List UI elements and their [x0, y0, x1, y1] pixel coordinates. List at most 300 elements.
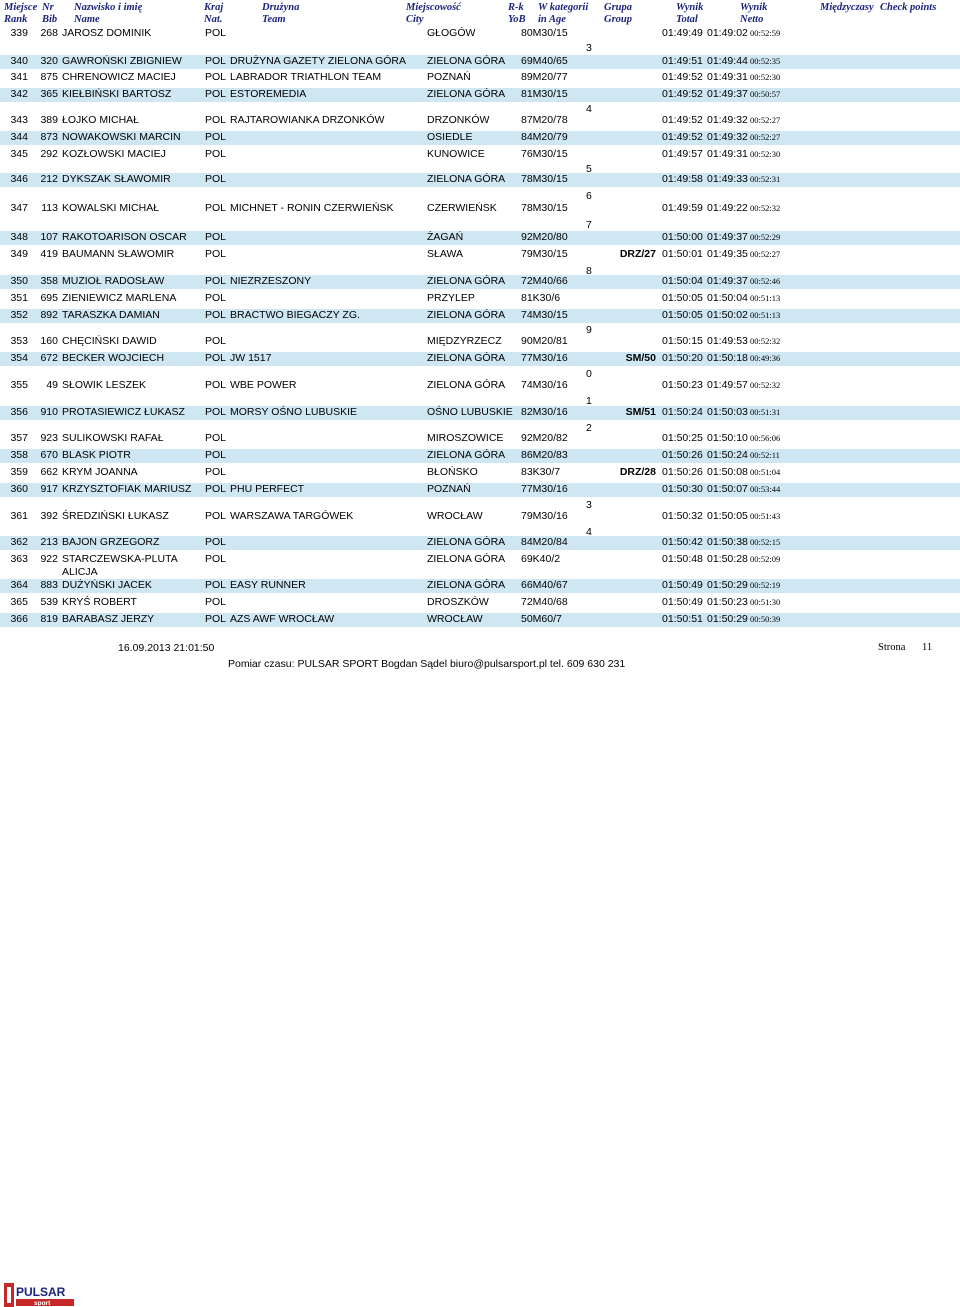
city-cell: MIROSZOWICE — [427, 432, 504, 444]
rank-cell: 366 — [10, 613, 28, 625]
rank-cell: 342 — [10, 88, 28, 100]
total-time-cell: 01:49:49 — [662, 27, 703, 39]
rank-cell: 348 — [10, 231, 28, 243]
nat-cell: POL — [205, 352, 227, 364]
bib-cell: 392 — [40, 510, 58, 522]
bib-cell: 160 — [40, 335, 58, 347]
nat-cell: POL — [205, 483, 227, 495]
stray-digit: 3 — [586, 42, 592, 54]
bib-cell: 365 — [40, 88, 58, 100]
netto-time-cell: 01:49:33 — [707, 173, 748, 185]
name-cell: KRZYSZTOFIAK MARIUSZ — [62, 483, 192, 495]
total-time-cell: 01:50:49 — [662, 596, 703, 608]
bib-cell: 49 — [46, 379, 58, 391]
split-time-cell: 00:52:19 — [750, 580, 781, 590]
netto-time-cell: 01:49:37 — [707, 231, 748, 243]
split-time-cell: 00:52:27 — [750, 249, 781, 259]
group-cell: DRZ/28 — [619, 466, 656, 478]
netto-time-cell: 01:50:04 — [707, 292, 748, 304]
table-row — [0, 379, 960, 393]
city-cell: WROCŁAW — [427, 510, 483, 522]
city-cell: KUNOWICE — [427, 148, 485, 160]
header-druzyna: Drużyna — [262, 2, 300, 13]
category-cell: 80M30/15 — [521, 27, 568, 39]
team-cell: DRUŻYNA GAZETY ZIELONA GÓRA — [230, 55, 407, 67]
category-cell: 81M30/15 — [521, 88, 568, 100]
pulsar-sport-logo — [4, 1283, 76, 1307]
name-cell: KRYM JOANNA — [62, 466, 138, 478]
total-time-cell: 01:50:00 — [662, 231, 703, 243]
category-cell: 69M40/65 — [521, 55, 568, 67]
city-cell: DRZONKÓW — [427, 114, 490, 126]
name-cell: CHRENOWICZ MACIEJ — [62, 71, 176, 83]
category-cell: 78M30/15 — [521, 202, 568, 214]
header-nr: Nr — [42, 2, 54, 13]
bib-cell: 873 — [40, 131, 58, 143]
nat-cell: POL — [205, 579, 227, 591]
total-time-cell: 01:50:26 — [662, 449, 703, 461]
split-time-cell: 00:52:30 — [750, 149, 781, 159]
nat-cell: POL — [205, 335, 227, 347]
name-cell: SŁOWIK LESZEK — [62, 379, 147, 391]
name-cell: BLASK PIOTR — [62, 449, 131, 461]
split-time-cell: 00:52:32 — [750, 203, 781, 213]
bib-cell: 292 — [40, 148, 58, 160]
name-cell: NOWAKOWSKI MARCIN — [62, 131, 181, 143]
bib-cell: 212 — [40, 173, 58, 185]
netto-time-cell: 01:49:31 — [707, 148, 748, 160]
split-time-cell: 00:52:09 — [750, 554, 781, 564]
bib-cell: 695 — [40, 292, 58, 304]
rank-cell: 353 — [10, 335, 28, 347]
split-time-cell: 00:52:15 — [750, 537, 781, 547]
city-cell: ZIELONA GÓRA — [427, 55, 506, 67]
bib-cell: 922 — [40, 553, 58, 565]
table-row — [0, 352, 960, 366]
name-cell: BAUMANN SŁAWOMIR — [62, 248, 175, 260]
netto-time-cell: 01:49:35 — [707, 248, 748, 260]
category-cell: 78M30/15 — [521, 173, 568, 185]
rank-cell: 345 — [10, 148, 28, 160]
rank-cell: 344 — [10, 131, 28, 143]
category-cell: 86M20/83 — [521, 449, 568, 461]
category-cell: 90M20/81 — [521, 335, 568, 347]
category-cell: 81K30/6 — [521, 292, 561, 304]
header-nazwisko: Nazwisko i imię — [74, 2, 143, 13]
rank-cell: 354 — [10, 352, 28, 364]
city-cell: DROSZKÓW — [427, 596, 489, 608]
rank-cell: 350 — [10, 275, 28, 287]
category-cell: 77M30/16 — [521, 352, 568, 364]
category-cell: 89M20/77 — [521, 71, 568, 83]
category-cell: 84M20/84 — [521, 536, 568, 548]
total-time-cell: 01:50:48 — [662, 553, 703, 565]
header-city: City — [406, 14, 424, 25]
city-cell: ZIELONA GÓRA — [427, 309, 506, 321]
stray-digit: 7 — [586, 219, 592, 231]
category-cell: 69K40/2 — [521, 553, 561, 565]
bib-cell: 883 — [40, 579, 58, 591]
city-cell: ZIELONA GÓRA — [427, 379, 506, 391]
total-time-cell: 01:50:49 — [662, 579, 703, 591]
netto-time-cell: 01:49:53 — [707, 335, 748, 347]
team-cell: WARSZAWA TARGÓWEK — [230, 510, 354, 522]
rank-cell: 364 — [10, 579, 28, 591]
page-label: Strona — [878, 642, 906, 653]
category-cell: 74M30/16 — [521, 379, 568, 391]
header-bib: Bib — [42, 14, 58, 25]
total-time-cell: 01:49:58 — [662, 173, 703, 185]
netto-time-cell: 01:50:03 — [707, 406, 748, 418]
split-time-cell: 00:49:36 — [750, 353, 781, 363]
category-cell: 72M40/66 — [521, 275, 568, 287]
logo-text: PULSAR — [16, 1285, 66, 1299]
split-time-cell: 00:52:27 — [750, 115, 781, 125]
bib-cell: 389 — [40, 114, 58, 126]
stray-digit: 0 — [586, 368, 592, 380]
netto-time-cell: 01:49:02 — [707, 27, 748, 39]
nat-cell: POL — [205, 231, 227, 243]
split-time-cell: 00:56:06 — [750, 433, 781, 443]
stray-digit: 8 — [586, 265, 592, 277]
split-time-cell: 00:52:46 — [750, 276, 781, 286]
table-row — [0, 449, 960, 463]
header-grupa: Grupa — [604, 2, 633, 13]
name-cell: KOZŁOWSKI MACIEJ — [62, 148, 166, 160]
team-cell: MORSY OŚNO LUBUSKIE — [230, 406, 358, 418]
bib-cell: 923 — [40, 432, 58, 444]
netto-time-cell: 01:49:22 — [707, 202, 748, 214]
netto-time-cell: 01:50:38 — [707, 536, 748, 548]
header-nat: Nat. — [204, 14, 223, 25]
stray-digit: 3 — [586, 499, 592, 511]
netto-time-cell: 01:50:02 — [707, 309, 748, 321]
split-time-cell: 00:53:44 — [750, 484, 781, 494]
header-yob: YoB — [508, 14, 526, 25]
team-cell: JW 1517 — [230, 352, 272, 364]
nat-cell: POL — [205, 27, 227, 39]
nat-cell: POL — [205, 173, 227, 185]
nat-cell: POL — [205, 309, 227, 321]
nat-cell: POL — [205, 613, 227, 625]
city-cell: ZIELONA GÓRA — [427, 579, 506, 591]
rank-cell: 358 — [10, 449, 28, 461]
split-time-cell: 00:50:57 — [750, 89, 781, 99]
stray-digit: 9 — [586, 324, 592, 336]
netto-time-cell: 01:49:32 — [707, 114, 748, 126]
name-cell: KRYŚ ROBERT — [62, 596, 137, 608]
city-cell: GŁOGÓW — [427, 27, 476, 39]
table-row — [0, 114, 960, 128]
name-cell: BECKER WOJCIECH — [62, 352, 165, 364]
rank-cell: 349 — [10, 248, 28, 260]
header-miejscowosc: Miejscowość — [406, 2, 461, 13]
table-row — [0, 579, 960, 593]
total-time-cell: 01:50:26 — [662, 466, 703, 478]
category-cell: 66M40/67 — [521, 579, 568, 591]
bib-cell: 113 — [41, 202, 58, 214]
rank-cell: 347 — [10, 202, 28, 214]
header-rank: Rank — [4, 14, 28, 25]
header-miedzyczasy: Międzyczasy — [820, 2, 874, 13]
total-time-cell: 01:49:52 — [662, 71, 703, 83]
nat-cell: POL — [205, 71, 227, 83]
rank-cell: 351 — [10, 292, 28, 304]
split-time-cell: 00:52:11 — [750, 450, 780, 460]
nat-cell: POL — [205, 379, 227, 391]
group-cell: SM/50 — [625, 352, 656, 364]
name-cell: CHĘCIŃSKI DAWID — [62, 335, 157, 347]
city-cell: ZIELONA GÓRA — [427, 352, 506, 364]
split-time-cell: 00:50:39 — [750, 614, 781, 624]
name-cell: KIEŁBIŃSKI BARTOSZ — [62, 88, 172, 100]
nat-cell: POL — [205, 275, 227, 287]
team-cell: WBE POWER — [230, 379, 297, 391]
nat-cell: POL — [205, 88, 227, 100]
split-time-cell: 00:51:31 — [750, 407, 781, 417]
city-cell: ZIELONA GÓRA — [427, 275, 506, 287]
city-cell: POZNAŃ — [427, 71, 471, 83]
stray-digit: 6 — [586, 190, 592, 202]
split-time-cell: 00:52:29 — [750, 232, 781, 242]
city-cell: MIĘDZYRZECZ — [427, 335, 502, 347]
bib-cell: 819 — [40, 613, 58, 625]
total-time-cell: 01:49:57 — [662, 148, 703, 160]
table-row — [0, 231, 960, 245]
rank-cell: 361 — [10, 510, 28, 522]
name-cell-continued: ALICJA — [62, 566, 98, 578]
nat-cell: POL — [205, 536, 227, 548]
nat-cell: POL — [205, 449, 227, 461]
rank-cell: 343 — [10, 114, 28, 126]
team-cell: ESTOREMEDIA — [230, 88, 307, 100]
bib-cell: 213 — [40, 536, 58, 548]
page-number: 11 — [922, 642, 933, 653]
rank-cell: 359 — [10, 466, 28, 478]
netto-time-cell: 01:49:37 — [707, 88, 748, 100]
nat-cell: POL — [205, 510, 227, 522]
nat-cell: POL — [205, 248, 227, 260]
header-netto: Netto — [740, 14, 764, 25]
split-time-cell: 00:51:04 — [750, 467, 781, 477]
name-cell: ZIENIEWICZ MARLENA — [62, 292, 177, 304]
team-cell: NIEZRZESZONY — [230, 275, 312, 287]
team-cell: RAJTAROWIANKA DRZONKÓW — [230, 114, 385, 126]
rank-cell: 355 — [10, 379, 28, 391]
category-cell: 79M30/15 — [521, 248, 568, 260]
page-footer — [0, 640, 960, 1307]
header-checkpoints: Check points — [880, 2, 937, 13]
header-group: Group — [604, 14, 633, 25]
total-time-cell: 01:50:23 — [662, 379, 703, 391]
total-time-cell: 01:50:30 — [662, 483, 703, 495]
nat-cell: POL — [205, 148, 227, 160]
team-cell: AZS AWF WROCŁAW — [230, 613, 335, 625]
table-row — [0, 88, 960, 102]
table-row — [0, 510, 960, 524]
rank-cell: 339 — [10, 27, 28, 39]
stray-digit: 1 — [586, 395, 592, 407]
city-cell: ŻAGAŃ — [427, 231, 464, 243]
stray-digit: 2 — [586, 422, 592, 434]
header-team: Team — [262, 14, 286, 25]
city-cell: ZIELONA GÓRA — [427, 536, 506, 548]
table-row — [0, 335, 960, 349]
bib-cell: 539 — [40, 596, 58, 608]
team-cell: PHU PERFECT — [230, 483, 305, 495]
group-cell: SM/51 — [625, 406, 656, 418]
bib-cell: 917 — [40, 483, 58, 495]
total-time-cell: 01:49:52 — [662, 131, 703, 143]
netto-time-cell: 01:49:37 — [707, 275, 748, 287]
total-time-cell: 01:50:42 — [662, 536, 703, 548]
table-row — [0, 613, 960, 627]
city-cell: OŚNO LUBUSKIE — [427, 406, 513, 418]
table-row — [0, 432, 960, 446]
team-cell: LABRADOR TRIATHLON TEAM — [230, 71, 382, 83]
name-cell: BAJON GRZEGORZ — [62, 536, 160, 548]
rank-cell: 365 — [10, 596, 28, 608]
city-cell: POZNAŃ — [427, 483, 471, 495]
total-time-cell: 01:50:20 — [662, 352, 703, 364]
bib-cell: 892 — [40, 309, 58, 321]
name-cell: TARASZKA DAMIAN — [62, 309, 160, 321]
total-time-cell: 01:50:24 — [662, 406, 703, 418]
netto-time-cell: 01:49:31 — [707, 71, 748, 83]
group-cell: DRZ/27 — [619, 248, 656, 260]
category-cell: 82M30/16 — [521, 406, 568, 418]
rank-cell: 352 — [10, 309, 28, 321]
nat-cell: POL — [205, 131, 227, 143]
header-wynik-netto: Wynik — [740, 2, 768, 13]
split-time-cell: 00:52:59 — [750, 28, 781, 38]
nat-cell: POL — [205, 202, 227, 214]
category-cell: 76M30/15 — [521, 148, 568, 160]
header-wkategorii: W kategorii — [538, 2, 589, 13]
table-row — [0, 55, 960, 69]
table-row — [0, 148, 960, 162]
netto-time-cell: 01:50:07 — [707, 483, 748, 495]
header-kraj: Kraj — [204, 2, 224, 13]
svg-text:sport: sport — [34, 1300, 51, 1307]
name-cell: ŁOJKO MICHAŁ — [62, 114, 140, 126]
total-time-cell: 01:50:01 — [662, 248, 703, 260]
print-datetime: 16.09.2013 21:01:50 — [118, 642, 215, 654]
category-cell: 84M20/79 — [521, 131, 568, 143]
name-cell: MUZIOŁ RADOSŁAW — [62, 275, 165, 287]
split-time-cell: 00:52:35 — [750, 56, 781, 66]
header-total: Total — [676, 14, 698, 25]
city-cell: OSIEDLE — [427, 131, 473, 143]
split-time-cell: 00:52:32 — [750, 380, 781, 390]
split-time-cell: 00:51:13 — [750, 293, 781, 303]
netto-time-cell: 01:50:10 — [707, 432, 748, 444]
city-cell: CZERWIEŃSK — [427, 202, 497, 214]
bib-cell: 320 — [40, 55, 58, 67]
stray-digit: 5 — [586, 163, 592, 175]
name-cell: JAROSZ DOMINIK — [62, 27, 152, 39]
team-cell: BRACTWO BIEGACZY ZG. — [230, 309, 360, 321]
netto-time-cell: 01:50:29 — [707, 579, 748, 591]
bib-cell: 670 — [40, 449, 58, 461]
name-cell: DYKSZAK SŁAWOMIR — [62, 173, 171, 185]
netto-time-cell: 01:49:57 — [707, 379, 748, 391]
category-cell: 79M30/16 — [521, 510, 568, 522]
netto-time-cell: 01:50:24 — [707, 449, 748, 461]
total-time-cell: 01:49:52 — [662, 88, 703, 100]
category-cell: 92M20/80 — [521, 231, 568, 243]
table-row — [0, 248, 960, 262]
split-time-cell: 00:52:31 — [750, 174, 781, 184]
city-cell: BŁOŃSKO — [427, 466, 478, 478]
total-time-cell: 01:49:51 — [662, 55, 703, 67]
bib-cell: 419 — [40, 248, 58, 260]
table-row — [0, 309, 960, 323]
table-row — [0, 466, 960, 480]
name-cell: STARCZEWSKA-PLUTA — [62, 553, 178, 565]
header-miejsce: Miejsce — [4, 2, 38, 13]
header-rk: R-k — [508, 2, 524, 13]
rank-cell: 356 — [10, 406, 28, 418]
split-time-cell: 00:52:30 — [750, 72, 781, 82]
name-cell: KOWALSKI MICHAŁ — [62, 202, 160, 214]
header-wynik-total: Wynik — [676, 2, 704, 13]
rank-cell: 362 — [10, 536, 28, 548]
split-time-cell: 00:51:30 — [750, 597, 781, 607]
total-time-cell: 01:50:51 — [662, 613, 703, 625]
header-inage: in Age — [538, 14, 566, 25]
category-cell: 72M40/68 — [521, 596, 568, 608]
netto-time-cell: 01:50:05 — [707, 510, 748, 522]
netto-time-cell: 01:50:23 — [707, 596, 748, 608]
rank-cell: 357 — [10, 432, 28, 444]
total-time-cell: 01:50:04 — [662, 275, 703, 287]
category-cell: 77M30/16 — [521, 483, 568, 495]
team-cell: MICHNET - RONIN CZERWIEŃSK — [230, 202, 394, 214]
nat-cell: POL — [205, 55, 227, 67]
netto-time-cell: 01:50:28 — [707, 553, 748, 565]
netto-time-cell: 01:50:18 — [707, 352, 748, 364]
nat-cell: POL — [205, 466, 227, 478]
category-cell: 74M30/15 — [521, 309, 568, 321]
total-time-cell: 01:50:25 — [662, 432, 703, 444]
total-time-cell: 01:50:15 — [662, 335, 703, 347]
total-time-cell: 01:50:32 — [662, 510, 703, 522]
netto-time-cell: 01:49:32 — [707, 131, 748, 143]
rank-cell: 360 — [10, 483, 28, 495]
netto-time-cell: 01:50:29 — [707, 613, 748, 625]
table-row — [0, 406, 960, 420]
table-row — [0, 596, 960, 610]
nat-cell: POL — [205, 596, 227, 608]
category-cell: 87M20/78 — [521, 114, 568, 126]
city-cell: ZIELONA GÓRA — [427, 88, 506, 100]
netto-time-cell: 01:49:44 — [707, 55, 748, 67]
table-row — [0, 173, 960, 187]
table-row — [0, 131, 960, 145]
name-cell: RAKOTOARISON OSCAR — [62, 231, 187, 243]
table-row — [0, 27, 960, 41]
bib-cell: 268 — [40, 27, 58, 39]
city-cell: WROCŁAW — [427, 613, 483, 625]
nat-cell: POL — [205, 114, 227, 126]
name-cell: SULIKOWSKI RAFAŁ — [62, 432, 164, 444]
nat-cell: POL — [205, 292, 227, 304]
total-time-cell: 01:49:52 — [662, 114, 703, 126]
nat-cell: POL — [205, 553, 227, 565]
split-time-cell: 00:51:43 — [750, 511, 781, 521]
table-row — [0, 202, 960, 216]
